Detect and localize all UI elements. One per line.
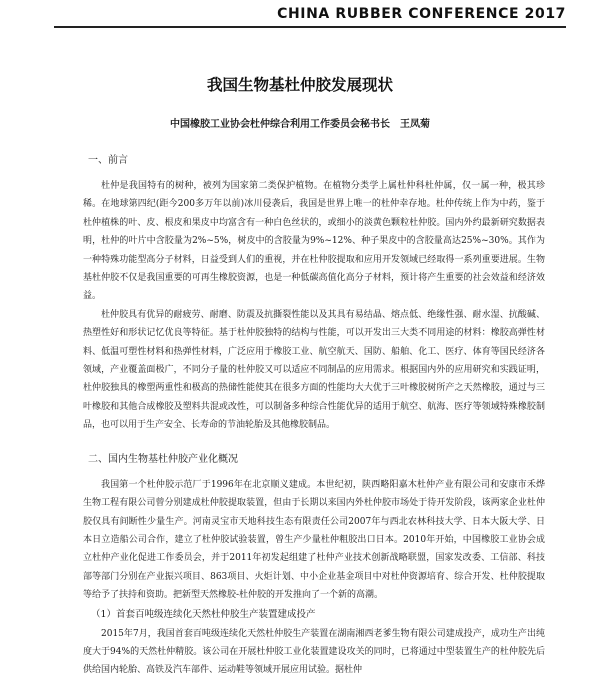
author-byline: 中国橡胶工业协会杜仲综合利用工作委员会秘书长 王凤菊: [170, 119, 430, 130]
paragraph: 杜仲是我国特有的树种，被列为国家第二类保护植物。在植物分类学上属杜仲科杜仲属，仅一属一种，极其珍稀。在地球第四纪(距今200多万年以前)冰川侵袭后，我国是世界上唯一的杜仲幸存地。杜仲传统上作为中药，鉴于杜仲植株的叶、皮、根皮和果皮中均富含有一种白色丝状的，或细小的淡黄色颗粒杜仲胶。国内外约最新研究数据表明，杜仲的叶片中含胶量为2%~5%，树皮中的含胶量为9%~12%、种子果皮中的含胶量高达25%~30%。其作为一种特殊功能型高分子材料，日益受到人们的重视，并在杜仲胶提取和应用开发领域已经取得一系列重要进展。生物基杜仲胶不仅是我国重要的可再生橡胶资源，也是一种低碳高值化高分子材料，预计将产生重要的社会效益和经济效益。: [83, 181, 545, 302]
paragraph: 2015年7月，我国首套百吨级连续化天然杜仲胶生产装置在湖南湘西老爹生物有限公司建成投产，成功生产出纯度大于94%的天然杜仲精胶。该公司在开展杜仲胶工业化装置建设攻关的同时，已将通过中型装置生产的杜仲胶先后供给国内轮胎、高铁及汽车部件、运动鞋等领域开展应用试验。据杜仲: [83, 628, 545, 676]
subsection-heading: （1）首套百吨级连续化天然杜仲胶生产装置建成投产: [91, 608, 316, 620]
paragraph: 杜仲胶具有优异的耐疲劳、耐磨、防震及抗撕裂性能以及其具有易结晶、熔点低、绝缘性强、耐水湿、抗酸碱、热塑性好和形状记忆优良等特征。基于杜仲胶独特的结构与性能，可以开发出三大类不同用途的材料：橡胶高弹性材料、低温可塑性材料和热弹性材料，广泛应用于橡胶工业、航空航天、国防、船舶、化工、医疗、体育等国民经济各领域，产业覆盖面极广，不同分子量的杜仲胶又可以适应不同制品的应用需求。根据国内外的应用研究和实践证明，杜仲胶独具的橡塑两重性和极高的热储性能使其在很多方面的性能均大大优于三叶橡胶树所产之天然橡胶，通过与三叶橡胶和其他合成橡胶及塑料共混或改性，可以制备多种综合性能优异的适用于航空、航海、医疗等领域特殊橡胶制品，也可以用于生产安全、长寿命的节油轮胎及其他橡胶制品。: [83, 309, 545, 431]
section-heading-introduction: 一、前言: [88, 155, 128, 166]
running-head: CHINA RUBBER CONFERENCE 2017: [277, 6, 566, 22]
header-rule: [54, 26, 566, 28]
article-title: 我国生物基杜仲胶发展现状: [206, 75, 393, 94]
article-body: [83, 151, 545, 680]
section-heading-industrialization: 二、国内生物基杜仲胶产业化概况: [88, 453, 238, 465]
paragraph: 我国第一个杜仲胶示范厂于1996年在北京顺义建成。本世纪初，陕西略阳嘉木杜仲产业有限公司和安康市禾烨生物工程有限公司曾分别建成杜仲胶提取装置，但由于长期以来国内外杜仲胶市场处于待开发阶段，该两家企业杜仲胶仅具有间断性少量生产。河南灵宝市天地科技生态有限责任公司2007年与西北农林科技大学、日本大阪大学、日本日立造船公司合作，建立了杜仲胶试验装置，曾生产少量杜仲粗胶出口日本。2010年开始，中国橡胶工业协会成立杜仲产业化促进工作委员会，并于2011年初发起组建了杜仲产业技术创新战略联盟，国家发改委、工信部、科技部等部门分别在产业振兴项目、863项目、火炬计划、中小企业基金项目中对杜仲资源培育、综合开发、杜仲胶提取等给予了扶持和资助。把新型天然橡胶-杜仲胶的开发推向了一个新的高潮。: [83, 479, 545, 601]
